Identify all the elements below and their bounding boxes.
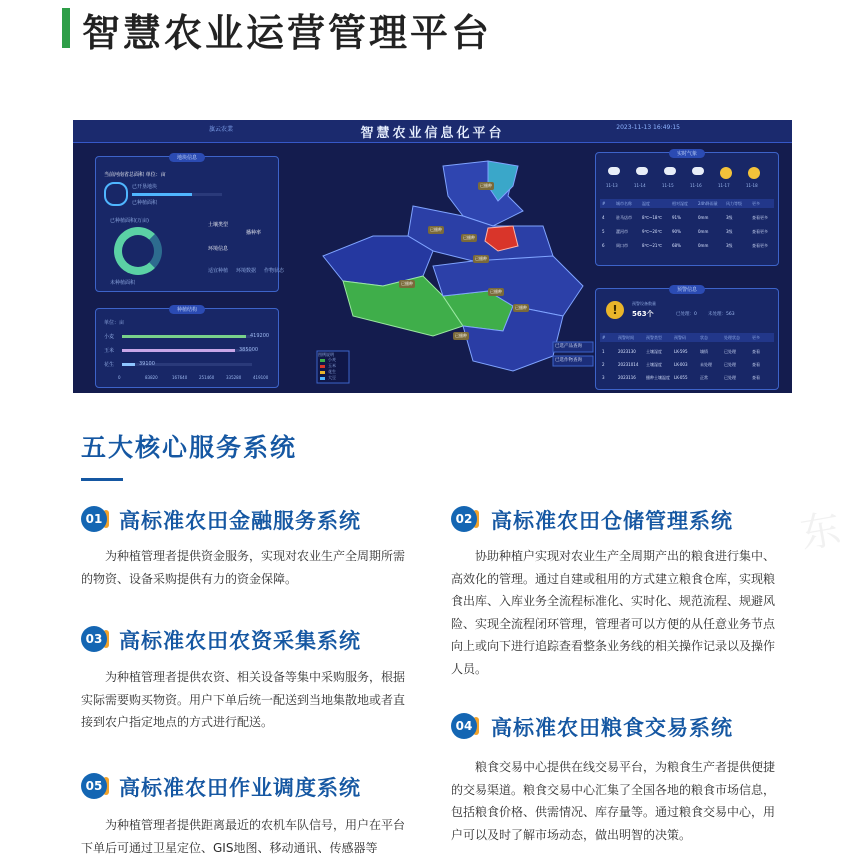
land-info-panel (95, 155, 285, 292)
weather-table-cell: 漯河市 (616, 229, 628, 234)
donut-chart (114, 227, 162, 275)
weather-day-date: 11-15 (662, 183, 674, 188)
title-accent-bar (62, 8, 70, 48)
weather-table-cell: 90% (672, 229, 681, 234)
legend-unplanted: 未种植面积 (110, 280, 136, 286)
alerts-table-cell: 2 (602, 362, 605, 367)
map-pin-label[interactable]: 已播种 (490, 289, 502, 294)
weather-day-date: 11-14 (634, 183, 646, 188)
alerts-table-cell[interactable]: 查看 (752, 362, 760, 367)
weather-table-cell: 周口市 (616, 243, 628, 248)
crop-row-value: 419200 (250, 333, 270, 339)
dashboard-title: 智慧农业信息化平台 (360, 126, 505, 141)
crop-row-bar (122, 335, 246, 338)
weather-day-date: 11-17 (718, 183, 730, 188)
map-legend-item: 玉米 (328, 363, 336, 368)
weather-table-cell: 3级 (726, 243, 733, 248)
alerts-panel-title: 预警信息 (669, 285, 705, 294)
alerts-table-header: # (602, 335, 606, 340)
alerts-unhandled: 未处理：563 (708, 312, 735, 317)
map-legend-swatch (320, 359, 325, 362)
weather-table-cell: 驻马店市 (616, 215, 632, 220)
weather-table-header: 相对湿度 (672, 201, 688, 206)
alerts-table-cell: 2023130 (618, 349, 636, 354)
weather-table-cell: 4 (602, 215, 605, 220)
weather-table-cell: 68% (672, 243, 681, 248)
system-01-body: 为种植管理者提供资金服务，实现对农业生产全周期所需的物资、设备采购提供有力的资金保障。 (81, 549, 406, 586)
crop-row-label: 花生 (104, 362, 115, 368)
stat-crop: 作物状态 (264, 268, 285, 274)
weather-table-header: 24h降雨量 (698, 201, 718, 206)
stat-envdata: 环境数据 (236, 268, 257, 274)
crop-axis-tick: 83820 (145, 375, 158, 380)
weather-table-cell: 8℃~21℃ (642, 243, 662, 248)
alerts-table-cell: 正常 (700, 375, 708, 380)
alerts-table-header: 状态 (700, 335, 708, 340)
weather-table-cell: 0mm (698, 229, 709, 234)
alerts-table-cell: 20231014 (618, 362, 639, 367)
weather-day-date: 11-18 (746, 183, 758, 188)
map-pin-label[interactable]: 已播种 (455, 333, 467, 338)
dashboard-header (73, 120, 792, 143)
system-05-title: 高标准农田作业调度系统 (119, 776, 361, 800)
weather-table-cell[interactable]: 查看更多 (752, 215, 768, 220)
map-legend-item: 小麦 (328, 357, 336, 362)
map-pin-label[interactable]: 已播种 (401, 281, 413, 286)
weather-day-date: 11-13 (606, 183, 618, 188)
sun-icon (720, 167, 732, 179)
alerts-total: 563个 (632, 310, 654, 318)
weather-table-cell: 5 (602, 229, 605, 234)
map-button-1-label[interactable]: 已选产品查询 (555, 344, 582, 349)
alerts-table-cell: 已处理 (724, 375, 736, 380)
weather-table-header: 温度 (642, 201, 650, 206)
crop-axis-tick: 335280 (226, 375, 242, 380)
alerts-table-cell: 3 (602, 375, 605, 380)
crop-axis-tick: 0 (118, 375, 121, 380)
weather-panel-title: 实时气象 (669, 149, 705, 158)
legend-planted: 已种植面积(万亩) (110, 218, 149, 224)
alerts-table-header: 更多 (752, 335, 760, 340)
map-legend-title: 图例说明 (318, 352, 334, 357)
sun-icon (748, 167, 760, 179)
weather-panel (595, 152, 779, 266)
map-legend-swatch (320, 377, 325, 380)
alerts-handled: 已处理：0 (676, 312, 697, 317)
area-label: 当前河南省总面积 单位：亩 (104, 172, 166, 178)
land-info-panel-title: 地块信息 (169, 153, 205, 162)
crop-row-label: 小麦 (104, 334, 115, 340)
map-button-2-label[interactable]: 已选作物查询 (555, 358, 582, 363)
weather-table-header: 风力等级 (726, 201, 742, 206)
weather-table-cell: 91% (672, 215, 681, 220)
alerts-table-cell: 未处理 (700, 362, 712, 367)
map-pin-label[interactable]: 已播种 (430, 227, 442, 232)
system-03-body: 为种植管理者提供农资、相关设备等集中采购服务，根据实际需要购买物资。用户下单后统一配送到当地集散地或者直接到农户指定地点的方式进行配送。 (81, 670, 406, 729)
land-sub2: 已种植面积 (132, 200, 158, 206)
system-04-badge: 04 (451, 713, 477, 739)
map-legend-item: 花生 (328, 369, 336, 374)
weather-table-cell: 3级 (726, 215, 733, 220)
stat-suitable: 适宜种植 (208, 268, 229, 274)
alerts-table-cell: LK-003 (674, 362, 688, 367)
alerts-table-cell: 播种土壤温度 (646, 375, 670, 380)
dashboard-screenshot (73, 120, 792, 393)
weather-table-header: # (602, 201, 606, 206)
page-title: 智慧农业运营管理平台 (82, 11, 493, 55)
alerts-table-cell: 土壤湿度 (646, 349, 662, 354)
alerts-table-cell: 已处理 (724, 349, 736, 354)
alerts-table-cell[interactable]: 查看 (752, 375, 760, 380)
system-05-badge: 05 (81, 773, 107, 799)
map-legend-swatch (320, 371, 325, 374)
system-02-body: 协助种植户实现对农业生产全周期产出的粮食进行集中、高效化的管理。通过自建或租用的方式建立粮食仓库，实现粮食出库、入库业务全流程标准化、实时化、规范流程、规避风险、实现全流程闭环管理，管理者可以方便的从任意业务节点向上或向下进行追踪查看整条业务线的相关操作记录以及操作人员。 (451, 549, 776, 676)
weather-table-cell: 8℃~18℃ (642, 215, 662, 220)
land-circle-icon (104, 182, 128, 206)
crop-row-bar (122, 349, 235, 352)
system-04-title: 高标准农田粮食交易系统 (491, 716, 733, 740)
dashboard-datetime: 2023-11-13 16:49:15 (616, 124, 680, 131)
watermark: 东 (796, 505, 845, 559)
weather-table-cell[interactable]: 查看更多 (752, 229, 768, 234)
crop-row-bar (122, 363, 135, 366)
alerts-panel (595, 288, 779, 390)
alerts-table-header: 预警类型 (646, 335, 662, 340)
stat-sowing: 播种率 (246, 230, 262, 236)
cloud-icon (608, 167, 620, 175)
stat-soil: 土壤类型 (208, 222, 229, 228)
map-pin-label[interactable]: 已播种 (515, 305, 527, 310)
cloud-icon (692, 167, 704, 175)
land-sub1: 已开垦地块 (132, 184, 158, 190)
stat-env: 环境信息 (208, 246, 229, 252)
crop-row-label: 玉米 (104, 348, 115, 354)
alerts-table-cell: 1 (602, 349, 605, 354)
weather-day-date: 11-16 (690, 183, 702, 188)
alerts-total-label: 预警设备数量 (632, 301, 656, 306)
alerts-table-cell: LK-595 (674, 349, 688, 354)
alerts-table-header: 处理状态 (724, 335, 740, 340)
crop-axis-tick: 167640 (172, 375, 188, 380)
map-legend-swatch (320, 365, 325, 368)
planting-unit: 单位：亩 (104, 320, 125, 326)
alerts-table-cell: 墒情 (700, 349, 708, 354)
planting-structure-title: 种植结构 (169, 305, 205, 314)
alerts-table-cell: LK-055 (674, 375, 688, 380)
alerts-table-cell: 2023116 (618, 375, 636, 380)
system-02-badge: 02 (451, 506, 477, 532)
weather-table-cell: 6 (602, 243, 605, 248)
henan-map[interactable] (313, 156, 598, 386)
map-pin-label[interactable]: 已播种 (480, 183, 492, 188)
alerts-table-cell[interactable]: 查看 (752, 349, 760, 354)
system-04-body: 粮食交易中心提供在线交易平台，为粮食生产者提供便捷的交易渠道。粮食交易中心汇集了全国各地的粮食市场信息，包括粮食价格、供需情况、库存量等。通过粮食交易中心，用户可以及时了解市场动态，做出明智的决策。 (451, 760, 776, 842)
crop-axis-tick: 251460 (199, 375, 215, 380)
weather-table-cell: 0mm (698, 243, 709, 248)
warning-icon: ! (606, 301, 624, 319)
system-01-badge: 01 (81, 506, 107, 532)
crop-row-value: 39100 (139, 361, 155, 367)
section-title: 五大核心服务系统 (81, 433, 298, 462)
map-pin-label[interactable]: 已播种 (463, 235, 475, 240)
weather-table-cell: 3级 (726, 229, 733, 234)
map-pin-label[interactable]: 已播种 (475, 256, 487, 261)
alerts-table-cell: 土壤湿度 (646, 362, 662, 367)
weather-table-cell: 0mm (698, 215, 709, 220)
weather-table-cell[interactable]: 查看更多 (752, 243, 768, 248)
cloud-icon (664, 167, 676, 175)
system-02-title: 高标准农田仓储管理系统 (491, 509, 733, 533)
section-underline (81, 478, 123, 481)
cloud-icon (636, 167, 648, 175)
map-legend-item: 大豆 (328, 375, 336, 380)
system-01-title: 高标准农田金融服务系统 (119, 509, 361, 533)
weather-table-header: 城市名称 (616, 201, 632, 206)
alerts-table-header: 预警时间 (618, 335, 634, 340)
weather-table-cell: 9℃~20℃ (642, 229, 662, 234)
crop-row-value: 385000 (239, 347, 259, 353)
planting-structure-panel (95, 308, 279, 388)
alerts-table-header: 预警码 (674, 335, 686, 340)
land-bar-fill (132, 193, 192, 196)
crop-axis-tick: 419100 (253, 375, 269, 380)
dashboard-tab[interactable]: 旗云农業 (209, 126, 234, 133)
system-05-body: 为种植管理者提供距离最近的农机车队信号，用户在平台下单后可通过卫星定位、GIS地图、移动通讯、传感器等 (81, 818, 406, 855)
system-03-title: 高标准农田农资采集系统 (119, 629, 361, 653)
alerts-table-cell: 已处理 (724, 362, 736, 367)
system-03-badge: 03 (81, 626, 107, 652)
weather-table-header: 更多 (752, 201, 760, 206)
